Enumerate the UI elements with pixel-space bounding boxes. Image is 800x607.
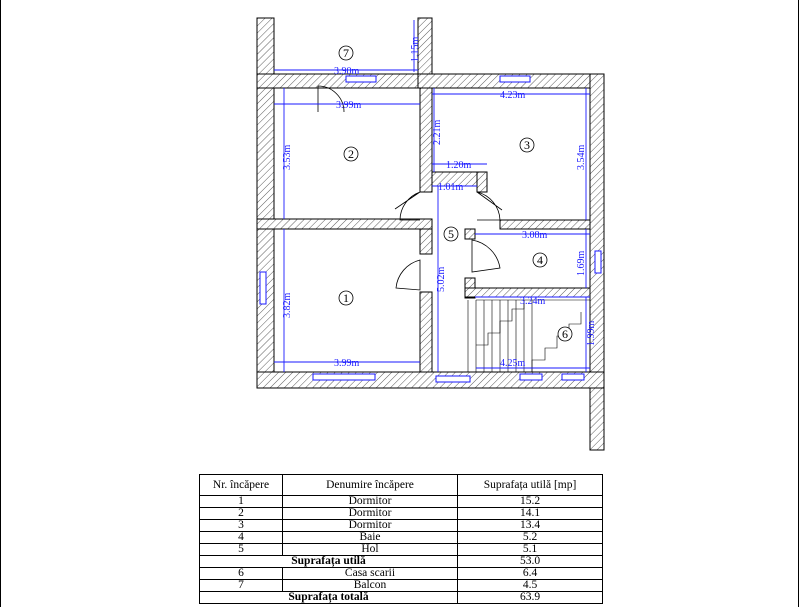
header-room-number: Nr. încăpere bbox=[200, 475, 283, 496]
table-header-row bbox=[200, 475, 603, 496]
table-row bbox=[200, 520, 603, 532]
wall-interior-left-upper bbox=[420, 88, 432, 192]
header-room-name: Denumire încăpere bbox=[283, 475, 458, 496]
dim-room3-width: 4.23m bbox=[500, 90, 526, 101]
cell-nr: 6 bbox=[200, 568, 283, 580]
dim-stair-depth: 1.99m bbox=[586, 320, 597, 346]
wall-room1-room2 bbox=[257, 219, 432, 229]
total-area: 63.9 bbox=[458, 592, 603, 604]
room-marker-6: 6 bbox=[562, 327, 568, 341]
wall-west bbox=[257, 78, 274, 388]
dim-room1-width: 3.99m bbox=[334, 358, 360, 369]
cell-area: 4.5 bbox=[458, 580, 603, 592]
dim-hall-door-width: 1.01m bbox=[438, 182, 464, 193]
table-row bbox=[200, 544, 603, 556]
table-row bbox=[200, 532, 603, 544]
room-marker-5: 5 bbox=[448, 227, 454, 241]
area-table bbox=[199, 474, 603, 604]
dim-room1-depth: 3.82m bbox=[282, 292, 293, 318]
table-row bbox=[200, 496, 603, 508]
dim-room3-notch-depth: 2.21m bbox=[432, 119, 443, 145]
cell-name: Dormitor bbox=[283, 496, 458, 508]
wall-balcony-left bbox=[257, 18, 274, 78]
header-usable-area: Suprafața utilă [mp] bbox=[458, 475, 603, 496]
dim-room4-width: 3.08m bbox=[522, 230, 548, 241]
wall-south bbox=[257, 372, 604, 388]
dim-room3-notch-width: 1.20m bbox=[446, 160, 472, 171]
window-hall bbox=[436, 376, 470, 382]
dim-room4-depth: 1.69m bbox=[576, 250, 587, 276]
cell-nr: 1 bbox=[200, 496, 283, 508]
cell-name: Baie bbox=[283, 532, 458, 544]
table-row bbox=[200, 568, 603, 580]
cell-name: Dormitor bbox=[283, 508, 458, 520]
window-room4 bbox=[595, 251, 601, 273]
cell-area: 13.4 bbox=[458, 520, 603, 532]
dim-hall-length: 5.02m bbox=[436, 266, 447, 292]
dim-balcony-depth: 1.15m bbox=[410, 36, 421, 62]
subtotal-row bbox=[200, 556, 603, 568]
room-marker-4: 4 bbox=[537, 253, 543, 267]
total-label: Suprafața totală bbox=[200, 592, 458, 604]
room-marker-3: 3 bbox=[524, 138, 530, 152]
dim-stair-width-top: 3.24m bbox=[520, 296, 546, 307]
window-room1-west bbox=[260, 272, 266, 304]
table-row bbox=[200, 580, 603, 592]
door-room4 bbox=[472, 240, 500, 272]
cell-area: 5.2 bbox=[458, 532, 603, 544]
cell-name: Dormitor bbox=[283, 520, 458, 532]
room-marker-1: 1 bbox=[343, 291, 349, 305]
dim-room2-width: 3.99m bbox=[336, 100, 362, 111]
cell-nr: 3 bbox=[200, 520, 283, 532]
cell-nr: 4 bbox=[200, 532, 283, 544]
total-row bbox=[200, 592, 603, 604]
subtotal-label: Suprafața utilă bbox=[200, 556, 458, 568]
cell-name: Hol bbox=[283, 544, 458, 556]
doors bbox=[318, 86, 502, 290]
cell-area: 14.1 bbox=[458, 508, 603, 520]
table-row bbox=[200, 508, 603, 520]
subtotal-area: 53.0 bbox=[458, 556, 603, 568]
room-marker-2: 2 bbox=[348, 147, 354, 161]
window-stairs-a bbox=[520, 374, 542, 380]
window-room1-south bbox=[313, 374, 375, 380]
cell-name: Balcon bbox=[283, 580, 458, 592]
cell-nr: 2 bbox=[200, 508, 283, 520]
window-stairs-b bbox=[562, 374, 584, 380]
wall-interior-left-lower bbox=[420, 292, 432, 372]
cell-nr: 5 bbox=[200, 544, 283, 556]
cell-nr: 7 bbox=[200, 580, 283, 592]
dim-room3-depth: 3.54m bbox=[576, 144, 587, 170]
dim-room2-depth: 3.53m bbox=[282, 144, 293, 170]
door-room3 bbox=[477, 192, 502, 220]
wall-room3-room4 bbox=[500, 220, 590, 229]
cell-area: 5.1 bbox=[458, 544, 603, 556]
cell-area: 15.2 bbox=[458, 496, 603, 508]
door-room1 bbox=[396, 260, 420, 290]
room-marker-7: 7 bbox=[343, 46, 349, 60]
wall-notch-room3-post bbox=[477, 172, 487, 192]
window-room3 bbox=[500, 76, 530, 82]
door-room2 bbox=[395, 192, 420, 220]
cell-name: Casa scarii bbox=[283, 568, 458, 580]
dim-balcony-width: 3.90m bbox=[334, 66, 360, 77]
wall-room4-hall-top bbox=[465, 229, 475, 239]
dim-stair-width-bottom: 4.25m bbox=[500, 358, 526, 369]
cell-area: 6.4 bbox=[458, 568, 603, 580]
wall-interior-left-mid bbox=[420, 229, 432, 254]
